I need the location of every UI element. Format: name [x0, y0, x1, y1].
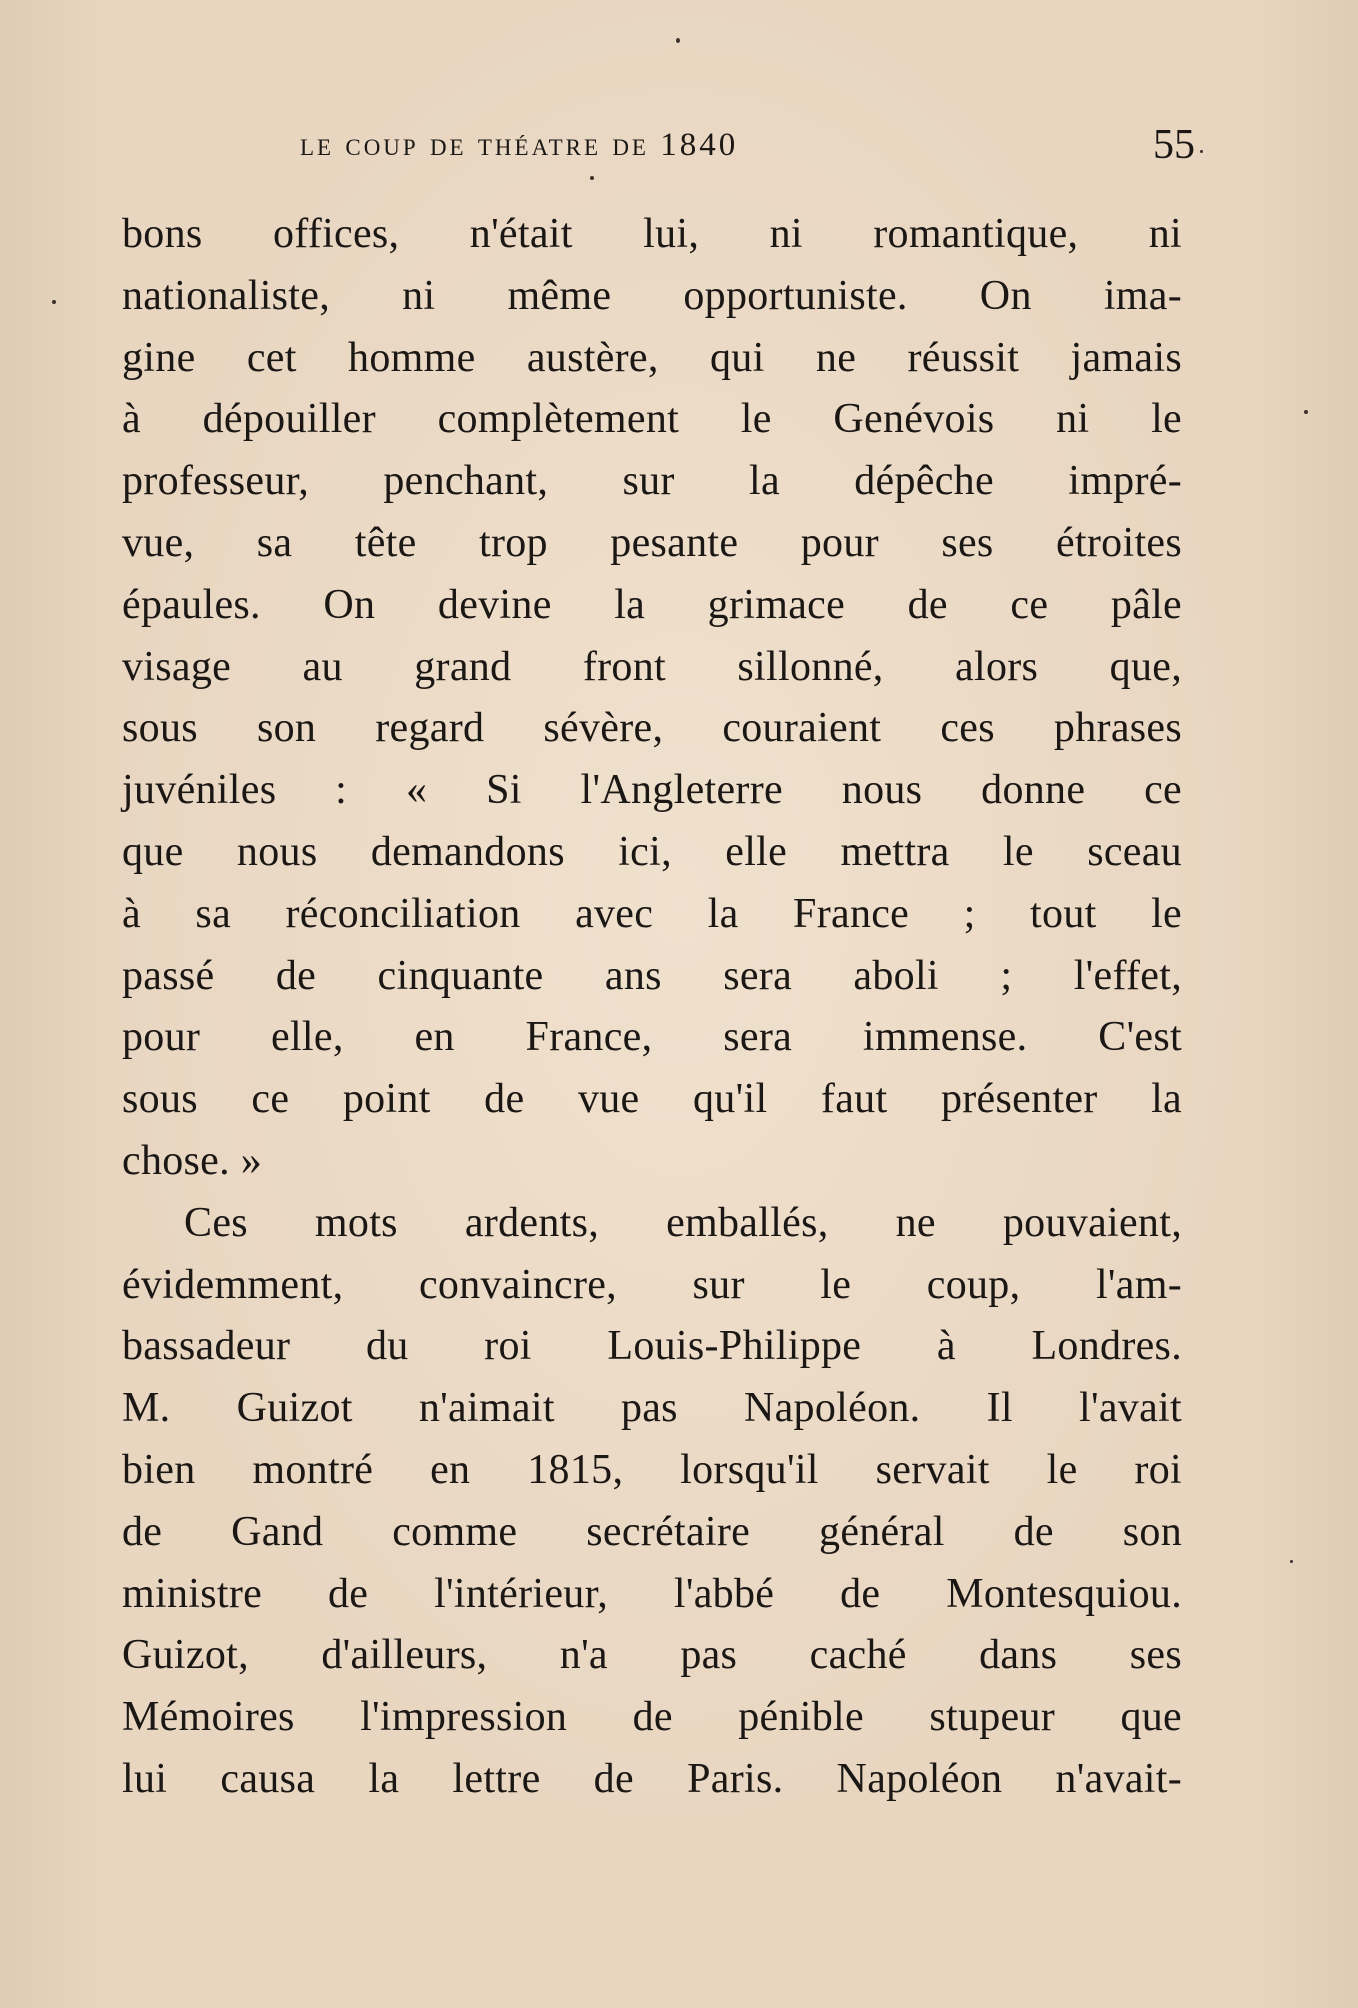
text-line: lui causa la lettre de Paris. Napoléon n'avait-: [122, 1755, 1182, 1802]
text-line: évidemment, convaincre, sur le coup, l'am-: [122, 1261, 1182, 1308]
text-line: Mémoires l'impression de pénible stupeur que: [122, 1694, 1182, 1741]
body-text: [122, 204, 1182, 1811]
text-line: Ces mots ardents, emballés, ne pouvaient,: [184, 1199, 1182, 1246]
page-number: 55: [1153, 122, 1195, 168]
text-line: à sa réconciliation avec la France ; tout le: [122, 890, 1182, 937]
text-line: sous son regard sévère, couraient ces phrases: [122, 705, 1182, 752]
text-line: sous ce point de vue qu'il faut présenter la: [122, 1076, 1182, 1123]
ink-speck: [1290, 1560, 1293, 1563]
text-line: M. Guizot n'aimait pas Napoléon. Il l'avait: [122, 1385, 1182, 1432]
ink-speck: [52, 300, 56, 304]
text-line: juvéniles : « Si l'Angleterre nous donne ce: [122, 767, 1182, 814]
text-line: pour elle, en France, sera immense. C'est: [122, 1014, 1182, 1061]
text-line: ministre de l'intérieur, l'abbé de Montesquiou.: [122, 1570, 1182, 1617]
page-header: [300, 120, 1195, 170]
ink-speck: [590, 176, 594, 180]
text-line: bien montré en 1815, lorsqu'il servait le roi: [122, 1446, 1182, 1493]
ink-speck: [1200, 150, 1203, 153]
ink-speck: [676, 38, 680, 43]
ink-speck: [1304, 410, 1308, 414]
text-line: épaules. On devine la grimace de ce pâle: [122, 581, 1182, 628]
text-line: Guizot, d'ailleurs, n'a pas caché dans ses: [122, 1632, 1182, 1679]
text-line: de Gand comme secrétaire général de son: [122, 1508, 1182, 1555]
text-line: passé de cinquante ans sera aboli ; l'effet,: [122, 952, 1182, 999]
text-line: que nous demandons ici, elle mettra le sceau: [122, 828, 1182, 875]
text-line: chose. »: [122, 1137, 263, 1184]
text-line: visage au grand front sillonné, alors que,: [122, 643, 1182, 690]
text-line: nationaliste, ni même opportuniste. On ima-: [122, 272, 1182, 319]
text-line: gine cet homme austère, qui ne réussit jamais: [122, 334, 1182, 381]
text-line: vue, sa tête trop pesante pour ses étroites: [122, 519, 1182, 566]
text-line: à dépouiller complètement le Genévois ni le: [122, 396, 1182, 443]
text-line: bassadeur du roi Louis-Philippe à Londres.: [122, 1323, 1182, 1370]
running-title: le coup de théatre de 1840: [300, 127, 739, 163]
text-line: bons offices, n'était lui, ni romantique, ni: [122, 211, 1182, 257]
text-line: professeur, penchant, sur la dépêche impré-: [122, 458, 1182, 505]
